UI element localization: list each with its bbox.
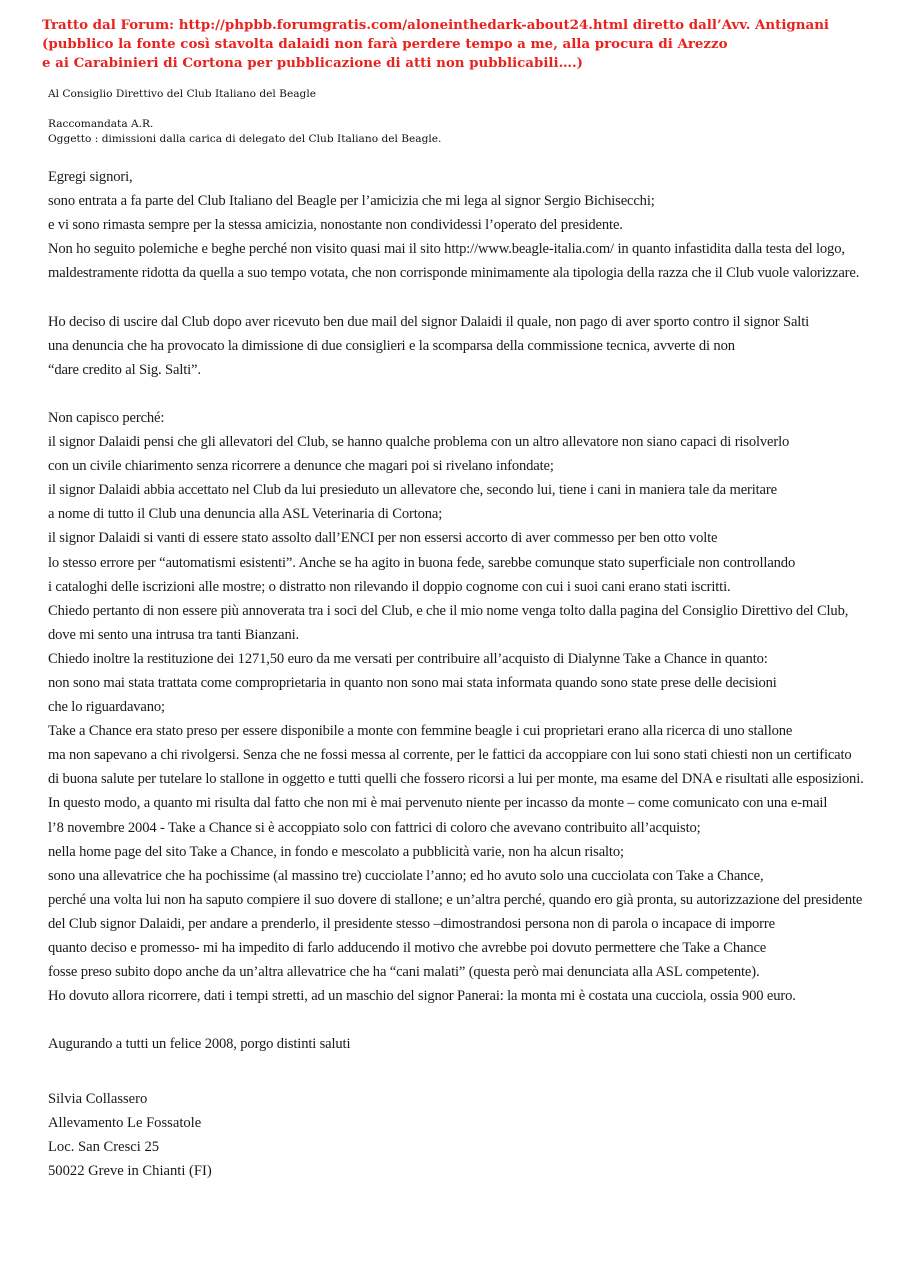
body-line: Chiedo pertanto di non essere più annoverata tra i soci del Club, e che il mio nome venga tolto dalla pagina del Consiglio Direttivo del Club, [48, 602, 849, 619]
paragraph-decision [48, 310, 898, 382]
body-line: e vi sono rimasta sempre per la stessa amicizia, nonostante non condividessi l’operato del presidente. [48, 217, 623, 234]
body-line: del Club signor Dalaidi, per andare a prenderlo, il presidente stesso –dimostrandosi persona non di parola o incapace di imporre [48, 915, 775, 932]
subject-line: Oggetto : dimissioni dalla carica di delegato del Club Italiano del Beagle. [48, 133, 442, 145]
body-line: sono una allevatrice che ha pochissime (al massino tre) cucciolate l’anno; ed ho avuto solo una cucciolata con Take a Chance, [48, 867, 764, 884]
body-line: In questo modo, a quanto mi risulta dal fatto che non mi è mai pervenuto niente per incasso da monte – come comunicato con una e-mail [48, 795, 828, 812]
body-line: Ho deciso di uscire dal Club dopo aver ricevuto ben due mail del signor Dalaidi il quale, non pago di aver sporto contro il signor Salti [48, 313, 810, 330]
body-line: nella home page del sito Take a Chance, in fondo e mescolato a pubblicità varie, non ha alcun risalto; [48, 843, 624, 860]
body-line: il signor Dalaidi abbia accettato nel Club da lui presieduto un allevatore che, secondo lui, tiene i cani in maniera tale da meritare [48, 482, 777, 499]
paragraph-gap [48, 382, 898, 406]
paragraph-reasons [48, 406, 898, 1008]
addressee: Al Consiglio Direttivo del Club Italiano del Beagle [48, 88, 316, 100]
signature-block [48, 1087, 212, 1183]
body-line: il signor Dalaidi pensi che gli allevatori del Club, se hanno qualche problema con un altro allevatore non siano capaci di risolverlo [48, 434, 790, 451]
paragraph-gap [48, 1008, 898, 1032]
body-line: ma non sapevano a chi rivolgersi. Senza che ne fossi messa al corrente, per le fattici da accoppiare con lui sono stati chiesti non un certificato [48, 747, 852, 764]
paragraph-gap [48, 285, 898, 309]
body-line: quanto deciso e promesso- mi ha impedito di farlo adducendo il motivo che avrebbe poi dovuto permettere che Take a Chance [48, 940, 767, 956]
body-line: Chiedo inoltre la restituzione dei 1271,50 euro da me versati per contribuire all’acquisto di Dialynne Take a Chance in quanto: [48, 650, 768, 667]
body-line: l’8 novembre 2004 - Take a Chance si è accoppiato solo con fattrici di coloro che avevano contribuito all’acquisto; [48, 819, 701, 836]
body-line: “dare credito al Sig. Salti”. [48, 361, 201, 378]
body-line: il signor Dalaidi si vanti di essere stato assolto dall’ENCI per non essersi accorto di aver commesso per ben otto volte [48, 530, 718, 547]
registered-mail-note: Raccomandata A.R. [48, 118, 154, 130]
body-line: dove mi sento una intrusa tra tanti Bianzani. [48, 626, 300, 643]
letter-header [48, 117, 441, 147]
body-line: con un civile chiarimento senza ricorrere a denunce che magari poi si rivelano infondate; [48, 458, 554, 475]
body-line: di buona salute per tutelare lo stallone in oggetto e tutti quelli che fossero ricorsi a lui per monte, ma esame del DNA e risultati alle esposizioni. [48, 771, 864, 788]
body-line: Egregi signori, [48, 169, 133, 185]
body-line: fosse preso subito dopo anche da un’altra allevatrice che ha “cani malati” (questa però mai denunciata alla ASL competente). [48, 964, 760, 981]
signature-city: 50022 Greve in Chianti (FI) [48, 1163, 212, 1180]
body-line: Non ho seguito polemiche e beghe perché non visito quasi mai il sito http://www.beagle-italia.com/ in quanto infastidita dalla testa del logo, [48, 241, 845, 258]
body-line: Take a Chance era stato preso per essere disponibile a monte con femmine beagle i cui proprietari erano alla ricerca di uno stallone [48, 723, 793, 740]
body-line: una denuncia che ha provocato la dimissione di due consiglieri e la scomparsa della commissione tecnica, avverte di non [48, 337, 735, 354]
body-line: sono entrata a fa parte del Club Italiano del Beagle per l’amicizia che mi lega al signor Sergio Bichisecchi; [48, 193, 655, 210]
body-line: che lo riguardavano; [48, 699, 165, 716]
paragraph-greeting [48, 165, 898, 285]
body-line: maldestramente ridotta da quella a suo tempo votata, che non corrisponde minimamente ala tipologia della razza che il Club vuole valorizzare. [48, 265, 860, 282]
body-line: Non capisco perché: [48, 409, 165, 426]
body-line: Ho dovuto allora ricorrere, dati i tempi stretti, ad un maschio del signor Panerai: la monta mi è costata una cucciola, ossia 900 euro. [48, 988, 796, 1005]
body-line: lo stesso errore per “automatismi esistenti”. Anche se ha agito in buona fede, sarebbe comunque stato superficiale non controllando [48, 554, 796, 571]
signature-address: Loc. San Cresci 25 [48, 1139, 160, 1156]
forum-note-line: Tratto dal Forum: http://phpbb.forumgratis.com/aloneinthedark-about24.html diretto dall’Avv. Antignani [42, 17, 830, 33]
signature-kennel: Allevamento Le Fossatole [48, 1115, 202, 1132]
body-line: non sono mai stata trattata come comproprietaria in quanto non sono mai stata informata quando sono state prese delle decisioni [48, 674, 777, 691]
paragraph-closing [48, 1032, 898, 1056]
forum-source-note [42, 16, 892, 73]
body-line: perché una volta lui non ha saputo compiere il suo dovere di stallone; e un’altra perché, quando ero già pronta, su autorizzazione del presidente [48, 891, 863, 908]
letter-body [48, 165, 898, 1056]
forum-note-line: (pubblico la fonte così stavolta dalaidi non farà perdere tempo a me, alla procura di Arezzo [42, 36, 728, 52]
signature-name: Silvia Collassero [48, 1091, 148, 1107]
body-line: a nome di tutto il Club una denuncia alla ASL Veterinaria di Cortona; [48, 506, 443, 523]
body-line: i cataloghi delle iscrizioni alle mostre; o distratto non rilevando il doppio cognome con cui i suoi cani erano stati iscritti. [48, 578, 731, 595]
forum-note-line: e ai Carabinieri di Cortona per pubblicazione di atti non pubblicabili….) [42, 55, 583, 71]
body-line: Augurando a tutti un felice 2008, porgo distinti saluti [48, 1036, 351, 1053]
